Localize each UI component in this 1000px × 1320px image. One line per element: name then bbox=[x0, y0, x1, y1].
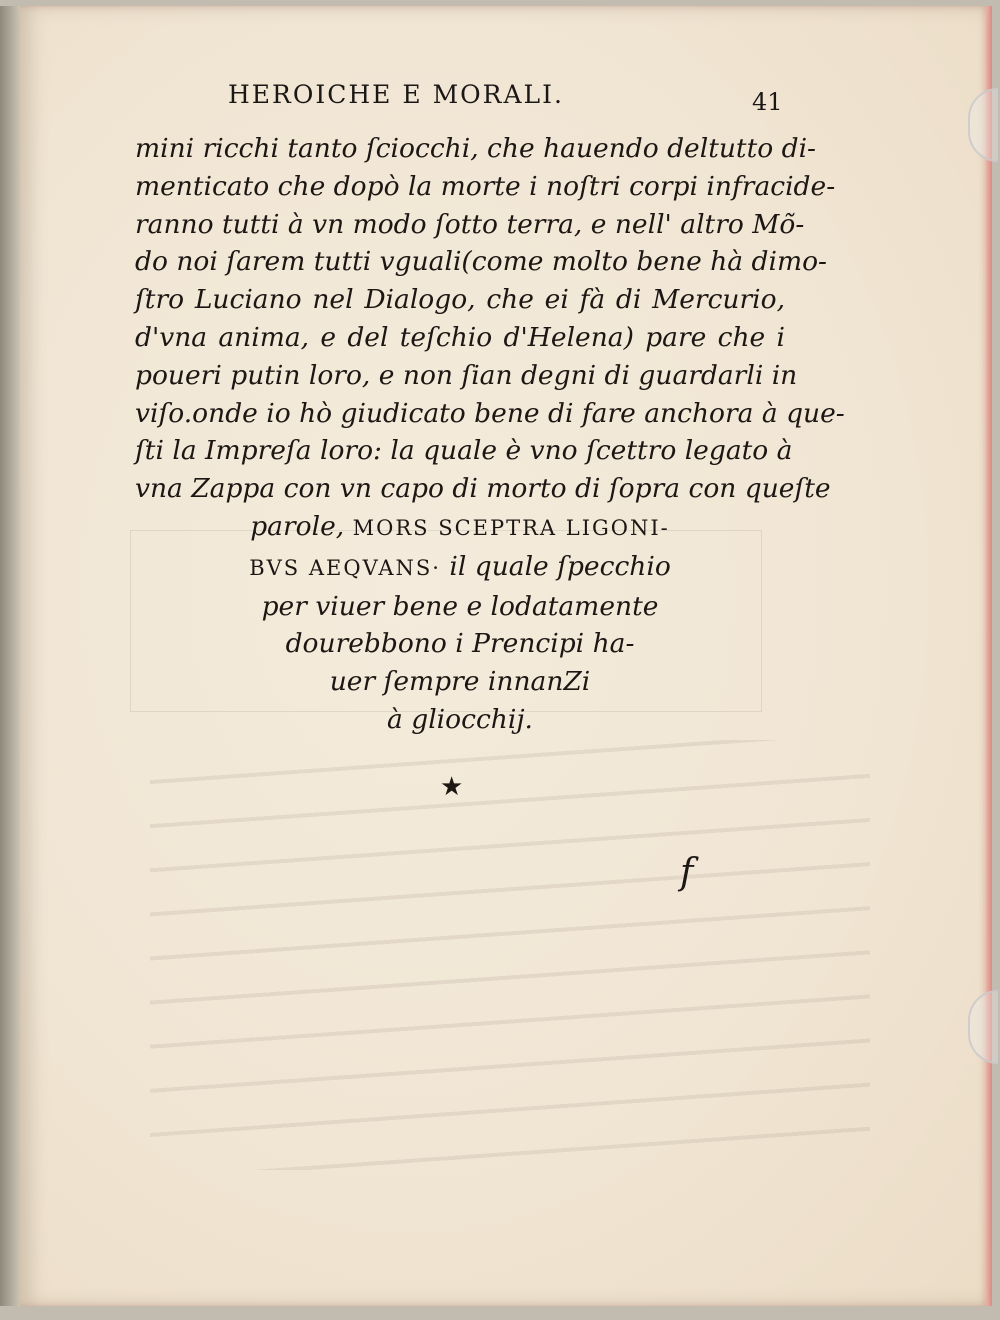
body-line: viſo.onde io hò giudicato bene di fare anchora à que- bbox=[135, 397, 845, 429]
closing-line-2 bbox=[135, 548, 785, 588]
closing-line-3: per viuer bene e lodatamente bbox=[261, 590, 659, 622]
page-edge bbox=[986, 6, 992, 1306]
motto-part-2: BVS AEQVANS· bbox=[249, 555, 441, 580]
body-line: d'vna anima, e del teſchio d'Helena) pare che i bbox=[135, 321, 785, 353]
running-title: HEROICHE E MORALI. bbox=[228, 80, 564, 109]
closing-line-4: dourebbono i Prencipi ha- bbox=[285, 628, 635, 660]
closing-line-6: à gliocchij. bbox=[387, 703, 533, 735]
body-line: menticato che dopò la morte i noſtri corpi infracide- bbox=[135, 170, 836, 202]
body-line: vna Zappa con vn capo di morto di ſopra con queſte bbox=[135, 473, 831, 505]
page-number: 41 bbox=[752, 88, 783, 116]
body-line: ſti la Impreſa loro: la quale è vno ſcettro legato à bbox=[135, 435, 793, 467]
signature-mark: f bbox=[680, 852, 694, 893]
closing-line-1 bbox=[135, 508, 785, 548]
body-line: poueri putin loro, e non ſian degni di guardarli in bbox=[135, 359, 798, 391]
motto-part-1: MORS SCEPTRA LIGONI- bbox=[352, 515, 670, 540]
body-line: do noi ſarem tutti vguali(come molto bene hà dimo- bbox=[135, 246, 827, 278]
closing-line-5: uer ſempre innanZi bbox=[329, 666, 591, 698]
body-line: ſtro Luciano nel Dialogo, che ei fà di Mercurio, bbox=[135, 284, 785, 316]
closing-phrase: il quale ſpecchio bbox=[449, 550, 671, 582]
show-through-text bbox=[150, 740, 870, 1170]
star-ornament: ★ bbox=[440, 772, 464, 802]
body-line: ranno tutti à vn modo ſotto terra, e nell' altro Mõ- bbox=[135, 208, 805, 240]
body-text bbox=[135, 130, 845, 739]
body-line: mini ricchi tanto ſciocchi, che hauendo deltutto di- bbox=[135, 133, 817, 164]
closing-word: parole, bbox=[250, 510, 345, 542]
